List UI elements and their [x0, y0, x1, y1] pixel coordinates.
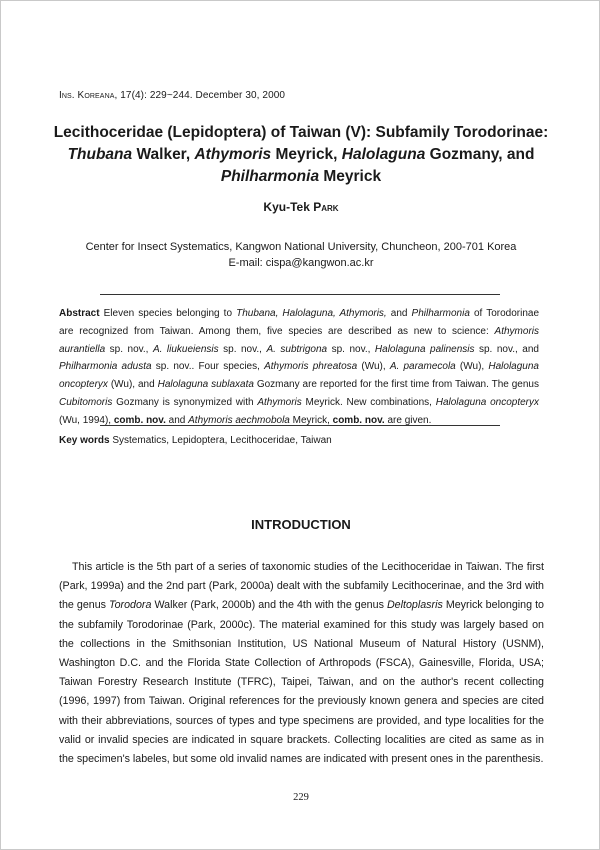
italic-text: Halolaguna oncopteryx [435, 396, 539, 408]
paper-title [41, 122, 561, 188]
text-run: Walker (Park, 2000b) and the 4th with the genus [151, 599, 387, 612]
text-run: of Torodorinae are recognized from Taiwan. Among them, five species are described as new to science: [59, 308, 540, 337]
journal-name: Ins. Koreana [59, 90, 115, 101]
title-genus: Thubana [67, 146, 133, 163]
body-paragraph [59, 558, 544, 769]
text-run: Meyrick, [289, 414, 333, 426]
affiliation-address: Center for Insect Systematics, Kangwon National University, Chuncheon, 200-701 Korea [85, 241, 517, 253]
text-run: Gozmany is synonymized with [112, 396, 258, 408]
text-run: sp. nov., [218, 343, 267, 355]
key-words-text: Systematics, Lepidoptera, Lecithoceridae, Taiwan [109, 435, 332, 446]
title-genus: Philharmonia [220, 168, 320, 185]
title-text: Meyrick, [271, 146, 342, 163]
italic-text: Philharmonia adusta [59, 361, 152, 373]
italic-text: Torodora [109, 599, 152, 612]
body-text [59, 558, 544, 769]
bold-text: comb. nov. [113, 414, 166, 426]
title-genus: Athymoris [194, 146, 272, 163]
text-run: (Wu, 1994), [59, 414, 114, 426]
affiliation-email: E-mail: cispa@kangwon.ac.kr [228, 257, 374, 269]
italic-text: Athymoris aurantiella [59, 325, 539, 355]
abstract-label: Abstract [59, 308, 100, 319]
page-number: 229 [293, 792, 309, 803]
text-run: (Wu), [357, 361, 390, 373]
key-words-label: Key words [59, 435, 110, 446]
author-family-name: Park [313, 200, 339, 214]
author-name [1, 200, 600, 214]
text-run: Meyrick belonging to the subfamily Torodorinae (Park, 2000c). The material examined for this study was largely based on the collections in the Smithsonian Institution, US National Museum of Natural History (USNM), Washington D.C. and the Florida State Collection of Arthropods (FSCA), Gainesville, Florida, USA; Taiwan Forestry Research Institute (TFRC), Taipei, Taiwan, and on the author's recent collecting (1996, 1997) from Taiwan. Original references for the previously known genera and species are cited with their abbreviations, sources of types and type specimens are provided, and type localities for the valid or invalid species are indicated in square brackets. Collecting localities are cited as same as in the specimen's labeles, but some old invalid names are indicated with present ones in the parenthesis. [59, 599, 544, 766]
journal-citation [59, 90, 285, 101]
journal-issue-date: , 17(4): 229~244. December 30, 2000 [114, 90, 286, 101]
italic-text: Halolaguna oncopteryx [59, 361, 539, 391]
title-text: Gozmany, and [425, 146, 535, 163]
title-text: Lecithoceridae (Lepidoptera) of Taiwan (V): Subfamily Torodorinae: [53, 124, 549, 141]
title-genus: Halolaguna [341, 146, 426, 163]
text-run: (Wu), [455, 361, 489, 373]
text-run: sp. nov., [327, 343, 375, 355]
text-run: (Wu), and [107, 379, 158, 391]
italic-text: Cubitomoris [59, 396, 113, 408]
text-run: and [386, 308, 412, 319]
italic-text: Thubana, Halolaguna, Athymoris, [236, 308, 387, 319]
text-run: sp. nov.. Four species, [151, 361, 265, 373]
text-run: Meyrick. New combinations, [301, 396, 436, 408]
bold-text: comb. nov. [332, 414, 385, 426]
text-run: are given. [384, 414, 432, 426]
text-run: Gozmany are reported for the first time from Taiwan. The genus [253, 379, 539, 391]
title-text: Meyrick [319, 168, 382, 185]
text-run: This article is the 5th part of a series of taxonomic studies of the Lecithoceridae in Taiwan. The first (Park, 1999a) and the 2nd part (Park, 2000a) dealt with the subfamily Lecithocerinae, and the 3rd with the genus [59, 561, 544, 612]
key-words [59, 435, 539, 446]
italic-text: Philharmonia [411, 308, 470, 319]
text-run: sp. nov., and [474, 343, 539, 355]
italic-text: Deltoplasris [386, 599, 443, 612]
abstract-text [59, 308, 539, 426]
title-text: Walker, [132, 146, 195, 163]
abstract [59, 305, 539, 430]
author-given-name: Kyu-Tek [263, 200, 310, 214]
italic-text: Athymoris aechmobola [188, 414, 290, 426]
italic-text: A. paramecola [389, 361, 456, 373]
author-affiliation [1, 239, 600, 271]
abstract-top-rule [100, 294, 500, 295]
text-run: and [165, 414, 189, 426]
text-run: Eleven species belonging to [99, 308, 237, 319]
text-run: sp. nov., [105, 343, 153, 355]
abstract-bottom-rule [100, 425, 500, 426]
italic-text: A. subtrigona [266, 343, 328, 355]
italic-text: A. liukueiensis [152, 343, 219, 355]
italic-text: Athymoris phreatosa [264, 361, 358, 373]
italic-text: Halolaguna palinensis [374, 343, 475, 355]
section-heading: INTRODUCTION [251, 517, 351, 532]
italic-text: Halolaguna sublaxata [157, 379, 254, 391]
italic-text: Athymoris [257, 396, 302, 408]
